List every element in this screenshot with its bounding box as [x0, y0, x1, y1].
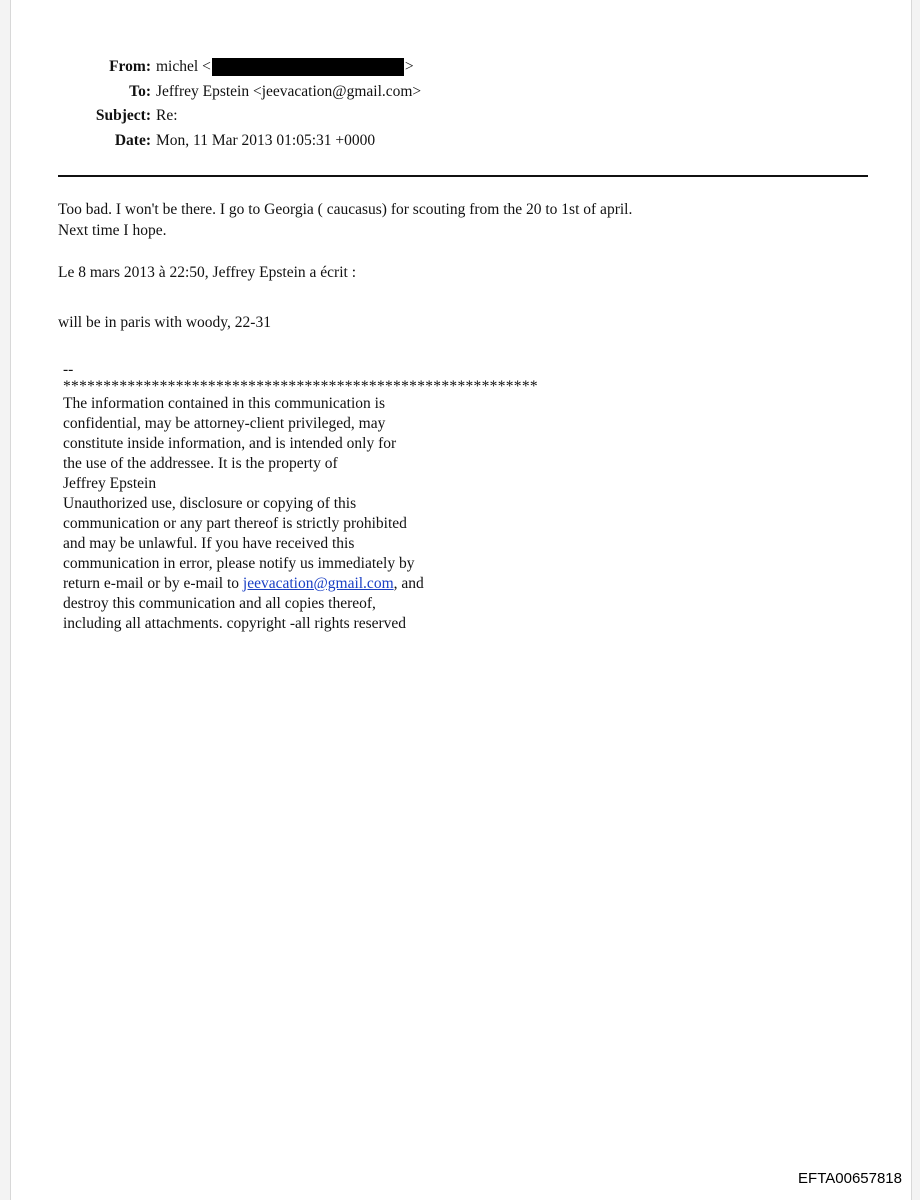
from-close-bracket: > — [404, 58, 414, 75]
quoted-message: will be in paris with woody, 22-31 — [58, 314, 271, 331]
signature-stars: *********************************************************** — [63, 378, 538, 395]
disclaimer-line: The information contained in this communication is — [63, 395, 385, 412]
to-label: To: — [129, 82, 151, 100]
disclaimer-line: including all attachments. copyright -all rights reserved — [63, 615, 407, 632]
date-row — [67, 129, 421, 154]
from-open-bracket: < — [202, 58, 211, 75]
signature-block — [63, 360, 858, 634]
subject-label: Subject: — [95, 107, 151, 124]
date-label: Date: — [114, 131, 151, 149]
subject-row — [67, 104, 421, 129]
quote-header: Le 8 mars 2013 à 22:50, Jeffrey Epstein a écrit : — [58, 264, 356, 281]
email-link[interactable]: jeevacation@gmail.com — [242, 575, 394, 592]
email-headers — [67, 55, 421, 153]
email-body — [58, 199, 858, 634]
signature-dashes: -- — [63, 361, 74, 378]
disclaimer-line: destroy this communication and all copies thereof, — [63, 595, 376, 612]
from-label: From: — [109, 58, 151, 75]
disclaimer-line: constitute inside information, and is intended only for — [63, 435, 397, 452]
to-row — [67, 80, 421, 105]
disclaimer-line-with-link — [63, 574, 858, 594]
disclaimer-line: the use of the addressee. It is the property of — [63, 455, 338, 472]
date-value: Mon, 11 Mar 2013 01:05:31 +0000 — [156, 131, 376, 149]
return-prefix: return e-mail or by e-mail to — [63, 575, 243, 592]
return-suffix: , and — [393, 575, 424, 592]
reply-line-1: Too bad. I won't be there. I go to Georgia ( caucasus) for scouting from the 20 to 1st of april. — [58, 201, 633, 218]
disclaimer-line: Unauthorized use, disclosure or copying of this — [63, 495, 357, 512]
from-value — [156, 55, 414, 80]
disclaimer-line: communication in error, please notify us immediately by — [63, 555, 415, 572]
header-divider — [58, 175, 868, 177]
from-row — [67, 55, 421, 80]
document-page — [10, 0, 912, 1200]
disclaimer-line: communication or any part thereof is strictly prohibited — [63, 515, 407, 532]
redaction-box — [212, 58, 404, 76]
disclaimer-line: Jeffrey Epstein — [63, 475, 157, 492]
from-name: michel — [156, 58, 199, 75]
subject-value: Re: — [156, 107, 178, 124]
disclaimer-line: confidential, may be attorney-client privileged, may — [63, 415, 386, 432]
document-id: EFTA00657818 — [794, 1169, 906, 1188]
disclaimer-line: and may be unlawful. If you have received this — [63, 535, 355, 552]
reply-line-2: Next time I hope. — [58, 222, 167, 239]
to-value: Jeffrey Epstein <jeevacation@gmail.com> — [156, 82, 422, 100]
